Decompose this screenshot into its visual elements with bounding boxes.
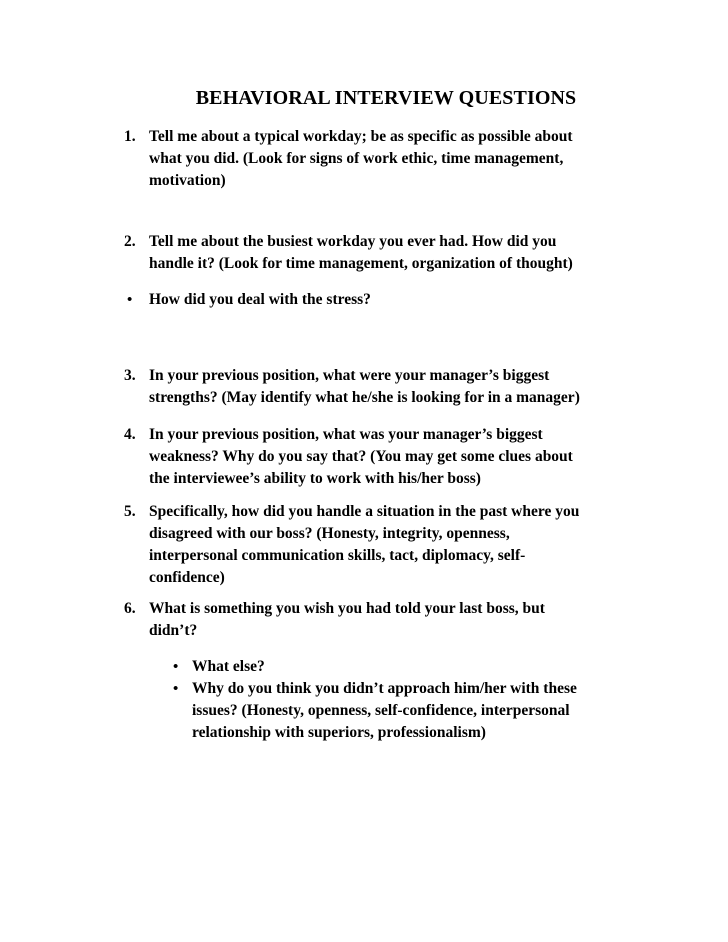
question-line: didn’t?	[149, 622, 198, 639]
question-line: issues? (Honesty, openness, self-confidence, interpersonal	[192, 702, 570, 719]
question-line: confidence)	[149, 569, 225, 586]
question-line: Tell me about a typical workday; be as specific as possible about	[149, 128, 573, 145]
list-number: 6.	[124, 600, 136, 617]
question-line: Tell me about the busiest workday you ever had. How did you	[149, 233, 557, 250]
question-line: What else?	[192, 658, 265, 675]
question-line: What is something you wish you had told your last boss, but	[149, 600, 545, 617]
list-number: 4.	[124, 426, 136, 443]
question-2	[124, 231, 644, 275]
list-number: 1.	[124, 128, 136, 145]
document-title: BEHAVIORAL INTERVIEW QUESTIONS	[195, 87, 577, 109]
list-number: 5.	[124, 503, 136, 520]
question-line: motivation)	[149, 172, 226, 189]
question-6	[124, 598, 644, 642]
question-line: Specifically, how did you handle a situation in the past where you	[149, 503, 580, 520]
question-line: In your previous position, what was your manager’s biggest	[149, 426, 543, 443]
question-1	[124, 126, 644, 192]
question-3	[124, 365, 644, 409]
question-line: the interviewee’s ability to work with his/her boss)	[149, 470, 481, 487]
question-line: interpersonal communication skills, tact, diplomacy, self-	[149, 547, 526, 564]
question-line: How did you deal with the stress?	[149, 291, 371, 308]
question-line: weakness? Why do you say that? (You may get some clues about	[149, 448, 573, 465]
follow-up-why: • Why do you think you didn’t approach him/her with these issues? (Honesty, openness, self-confidence, interpersonal relationship with superiors, professionalism)	[170, 678, 650, 744]
question-line: strengths? (May identify what he/she is looking for in a manager)	[149, 389, 580, 406]
question-4	[124, 424, 644, 490]
question-line: handle it? (Look for time management, organization of thought)	[149, 255, 573, 272]
question-5	[124, 501, 644, 589]
list-number: 3.	[124, 367, 136, 384]
list-number: 2.	[124, 233, 136, 250]
follow-up-what-else: • What else?	[170, 656, 650, 678]
question-line: Why do you think you didn’t approach him/her with these	[192, 680, 577, 697]
question-line: what you did. (Look for signs of work ethic, time management,	[149, 150, 564, 167]
follow-up-stress: • How did you deal with the stress?	[124, 289, 644, 311]
question-line: disagreed with our boss? (Honesty, integrity, openness,	[149, 525, 510, 542]
question-line: In your previous position, what were your manager’s biggest	[149, 367, 550, 384]
question-line: relationship with superiors, professionalism)	[192, 724, 486, 741]
